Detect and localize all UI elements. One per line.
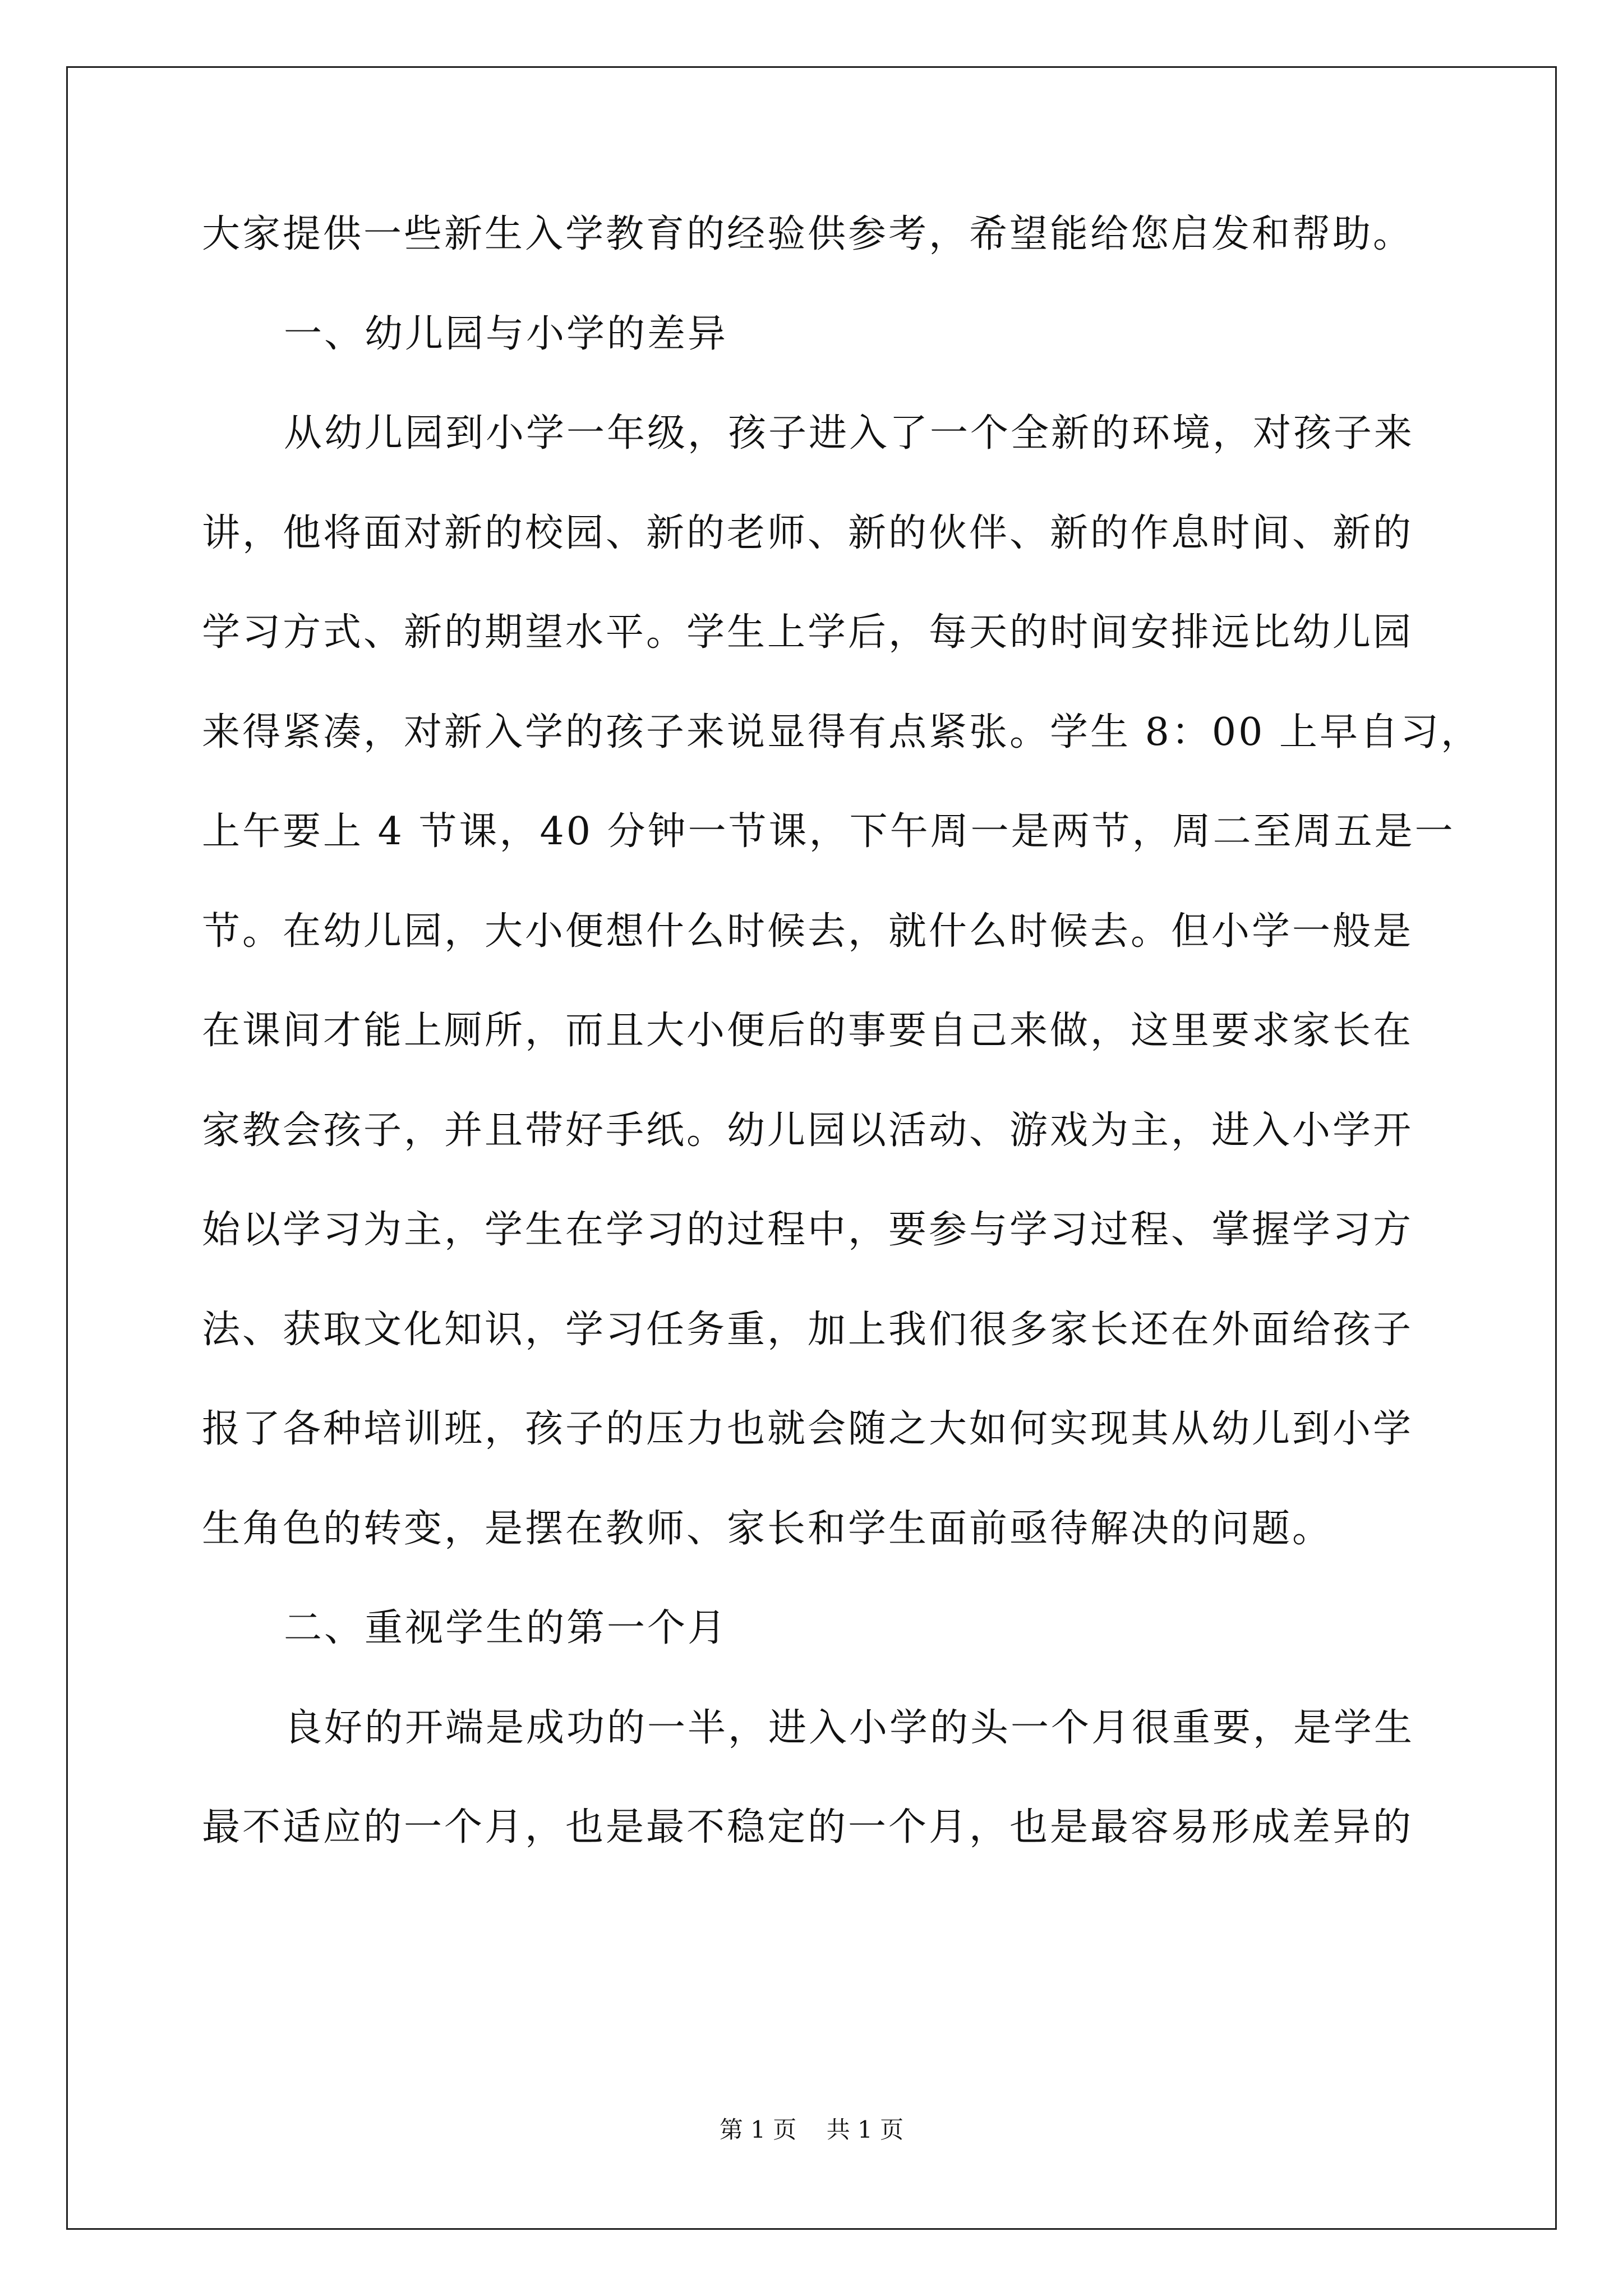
text-line: 良好的开端是成功的一半，进入小学的头一个月很重要，是学生 [284,1706,1415,1750]
text-line: 生角色的转变，是摆在教师、家长和学生面前亟待解决的问题。 [202,1507,1333,1551]
text-line: 上午要上 4 节课，40 分钟一节课，下午周一是两节，周二至周五是一 [202,809,1455,854]
text-line: 报了各种培训班，孩子的压力也就会随之大如何实现其从幼儿到小学 [202,1407,1414,1451]
text-line: 在课间才能上厕所，而且大小便后的事要自己来做，这里要求家长在 [202,1009,1414,1053]
text-line: 始以学习为主，学生在学习的过程中，要参与学习过程、掌握学习方 [202,1208,1414,1252]
text-line: 从幼儿园到小学一年级，孩子进入了一个全新的环境，对孩子来 [284,411,1415,455]
text-line: 来得紧凑，对新入学的孩子来说显得有点紧张。学生 8：00 上早自习， [202,710,1482,754]
text-line: 学习方式、新的期望水平。学生上学后，每天的时间安排远比幼儿园 [202,610,1414,655]
page-number: 第 1 页 共 1 页 [719,2116,904,2143]
text-line: 节。在幼儿园，大小便想什么时候去，就什么时候去。但小学一般是 [202,909,1414,954]
text-line: 讲，他将面对新的校园、新的老师、新的伙伴、新的作息时间、新的 [202,511,1414,555]
text-line: 法、获取文化知识，学习任务重，加上我们很多家长还在外面给孩子 [202,1308,1414,1352]
text-line: 最不适应的一个月，也是最不稳定的一个月，也是最容易形成差异的 [202,1805,1414,1849]
text-line: 大家提供一些新生入学教育的经验供参考，希望能给您启发和帮助。 [202,212,1414,256]
section-heading: 二、重视学生的第一个月 [284,1606,728,1650]
section-heading: 一、幼儿园与小学的差异 [284,312,728,356]
text-line: 家教会孩子，并且带好手纸。幼儿园以活动、游戏为主，进入小学开 [202,1108,1414,1153]
